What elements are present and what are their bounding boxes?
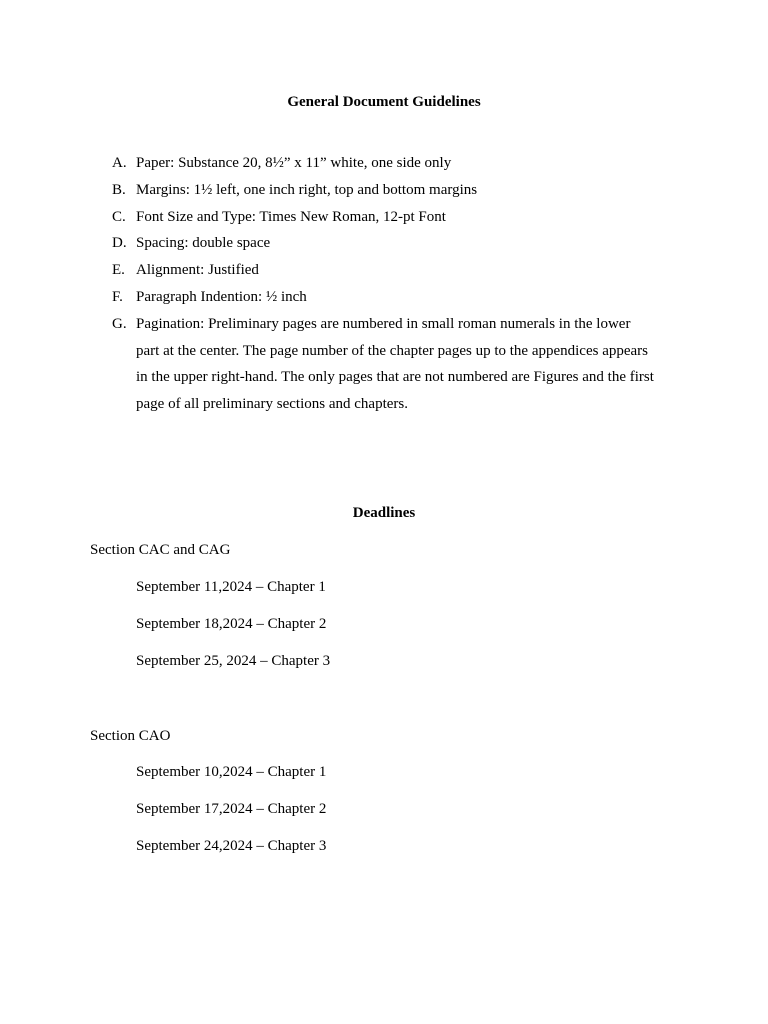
page-title: General Document Guidelines (287, 94, 481, 110)
section-label-cao: Section CAO (90, 728, 171, 744)
list-marker: D. (112, 235, 127, 252)
guideline-item (112, 204, 657, 231)
list-marker: F. (112, 288, 123, 305)
guideline-item (112, 230, 657, 257)
guideline-text: Paper: Substance 20, 8½” x 11” white, one side only (136, 155, 452, 171)
list-marker: A. (112, 155, 127, 171)
list-marker: E. (112, 262, 125, 279)
guideline-text: Pagination: Preliminary pages are numbered in small roman numerals in the lower part at the center. The page number of the chapter pages up to the appendices appears in the upper right-hand. The only pages that are not numbered are Figures and the first page of all preliminary sections and chapters. (136, 315, 654, 413)
guideline-item (112, 177, 657, 204)
guideline-text: Paragraph Indention: ½ inch (136, 288, 307, 305)
deadlines-heading: Deadlines (352, 505, 416, 521)
guidelines-list (112, 150, 657, 418)
guideline-item (112, 311, 657, 418)
guideline-text: Alignment: Justified (136, 262, 259, 279)
list-marker: B. (112, 181, 126, 198)
section-label-cac-cag: Section CAC and CAG (90, 542, 231, 558)
guideline-text: Font Size and Type: Times New Roman, 12-pt Font (136, 208, 446, 225)
guideline-text: Margins: 1½ left, one inch right, top and bottom margins (136, 181, 478, 198)
guideline-item (112, 150, 657, 177)
deadline-item: September 24,2024 – Chapter 3 (136, 838, 327, 854)
list-marker: G. (112, 315, 127, 332)
list-marker: C. (112, 208, 126, 225)
deadline-item: September 25, 2024 – Chapter 3 (136, 653, 331, 669)
deadline-item: September 10,2024 – Chapter 1 (136, 764, 327, 780)
deadline-item: September 11,2024 – Chapter 1 (136, 579, 326, 595)
deadline-item: September 17,2024 – Chapter 2 (136, 801, 327, 817)
deadline-item: September 18,2024 – Chapter 2 (136, 616, 327, 632)
guideline-item (112, 257, 657, 284)
guideline-text: Spacing: double space (136, 235, 271, 252)
guideline-item (112, 284, 657, 311)
